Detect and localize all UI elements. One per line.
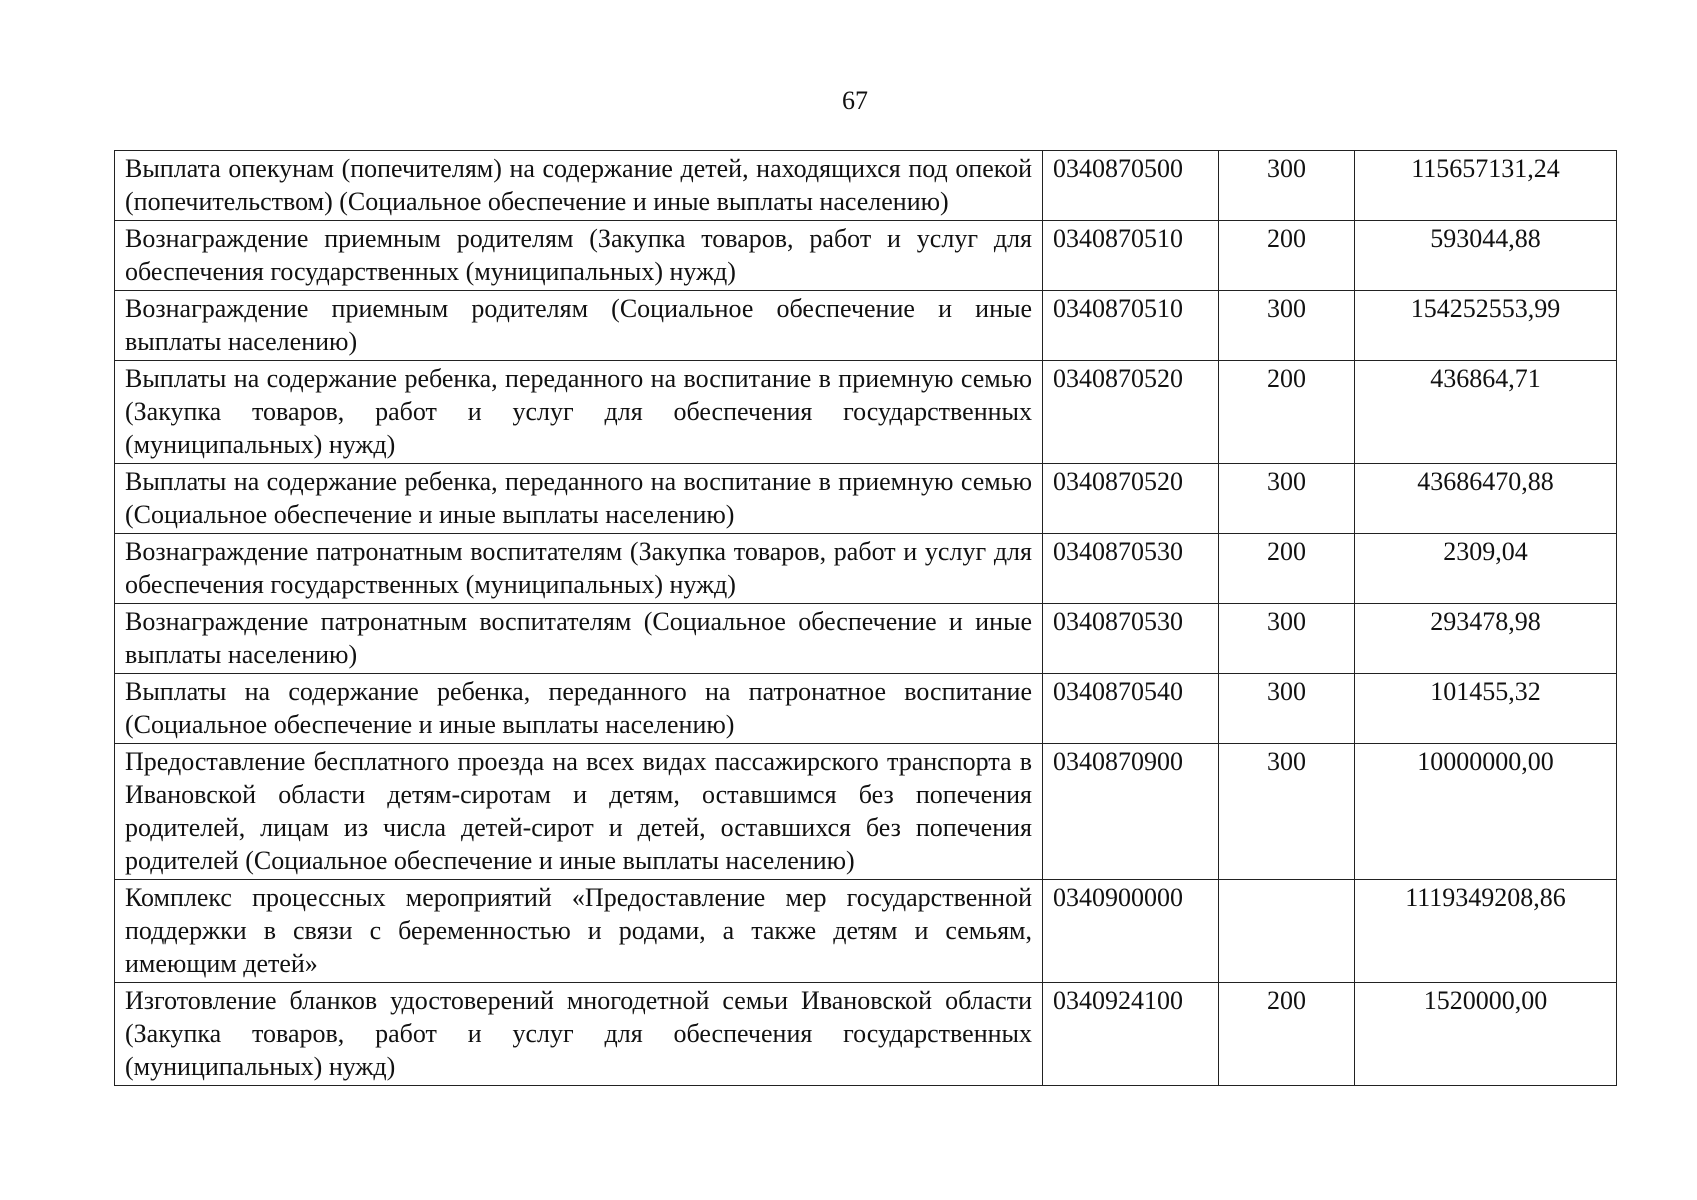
row-name: Вознаграждение патронатным воспитателям (Социальное обеспечение и иные выплаты населению): [115, 604, 1043, 674]
row-sum: 101455,32: [1355, 674, 1617, 744]
table-row: [115, 361, 1617, 464]
row-expense-type: 300: [1219, 464, 1355, 534]
row-expense-type: 300: [1219, 604, 1355, 674]
row-expense-type: [1219, 880, 1355, 983]
row-expense-type: 200: [1219, 983, 1355, 1086]
row-sum: 1520000,00: [1355, 983, 1617, 1086]
row-code: 0340870520: [1043, 361, 1219, 464]
row-expense-type: 200: [1219, 221, 1355, 291]
table-row: [115, 464, 1617, 534]
row-code: 0340870900: [1043, 744, 1219, 880]
row-code: 0340870540: [1043, 674, 1219, 744]
row-sum: 593044,88: [1355, 221, 1617, 291]
row-sum: 1119349208,86: [1355, 880, 1617, 983]
row-code: 0340924100: [1043, 983, 1219, 1086]
row-sum: 2309,04: [1355, 534, 1617, 604]
table-row: [115, 221, 1617, 291]
page-number: 67: [842, 86, 868, 115]
row-code: 0340870520: [1043, 464, 1219, 534]
row-code: 0340870530: [1043, 604, 1219, 674]
row-code: 0340900000: [1043, 880, 1219, 983]
row-name: Вознаграждение приемным родителям (Социальное обеспечение и иные выплаты населению): [115, 291, 1043, 361]
table-row: [115, 674, 1617, 744]
row-code: 0340870500: [1043, 151, 1219, 221]
row-expense-type: 200: [1219, 361, 1355, 464]
row-name: Комплекс процессных мероприятий «Предоставление мер государственной поддержки в связи с беременностью и родами, а также детям и семьям, имеющим детей»: [115, 880, 1043, 983]
row-expense-type: 200: [1219, 534, 1355, 604]
row-sum: 154252553,99: [1355, 291, 1617, 361]
row-code: 0340870510: [1043, 291, 1219, 361]
table-row: [115, 880, 1617, 983]
table-row: [115, 534, 1617, 604]
row-sum: 115657131,24: [1355, 151, 1617, 221]
budget-table: [114, 150, 1617, 1086]
row-expense-type: 300: [1219, 291, 1355, 361]
row-name: Вознаграждение патронатным воспитателям (Закупка товаров, работ и услуг для обеспечения государственных (муниципальных) нужд): [115, 534, 1043, 604]
table-row: [115, 983, 1617, 1086]
row-sum: 293478,98: [1355, 604, 1617, 674]
row-expense-type: 300: [1219, 674, 1355, 744]
row-sum: 43686470,88: [1355, 464, 1617, 534]
table-row: [115, 151, 1617, 221]
table-row: [115, 291, 1617, 361]
row-name: Изготовление бланков удостоверений многодетной семьи Ивановской области (Закупка товаров, работ и услуг для обеспечения государственных (муниципальных) нужд): [115, 983, 1043, 1086]
row-name: Выплаты на содержание ребенка, переданного на воспитание в приемную семью (Социальное обеспечение и иные выплаты населению): [115, 464, 1043, 534]
row-expense-type: 300: [1219, 151, 1355, 221]
row-name: Выплаты на содержание ребенка, переданного на патронатное воспитание (Социальное обеспечение и иные выплаты населению): [115, 674, 1043, 744]
table-row: [115, 744, 1617, 880]
table-row: [115, 604, 1617, 674]
row-code: 0340870530: [1043, 534, 1219, 604]
row-code: 0340870510: [1043, 221, 1219, 291]
row-name: Выплаты на содержание ребенка, переданного на воспитание в приемную семью (Закупка товаров, работ и услуг для обеспечения государственных (муниципальных) нужд): [115, 361, 1043, 464]
row-expense-type: 300: [1219, 744, 1355, 880]
row-sum: 436864,71: [1355, 361, 1617, 464]
row-name: Предоставление бесплатного проезда на всех видах пассажирского транспорта в Ивановской области детям-сиротам и детям, оставшимся без попечения родителей, лицам из числа детей-сирот и детей, оставшихся без попечения родителей (Социальное обеспечение и иные выплаты населению): [115, 744, 1043, 880]
row-name: Вознаграждение приемным родителям (Закупка товаров, работ и услуг для обеспечения государственных (муниципальных) нужд): [115, 221, 1043, 291]
row-sum: 10000000,00: [1355, 744, 1617, 880]
row-name: Выплата опекунам (попечителям) на содержание детей, находящихся под опекой (попечительством) (Социальное обеспечение и иные выплаты населению): [115, 151, 1043, 221]
